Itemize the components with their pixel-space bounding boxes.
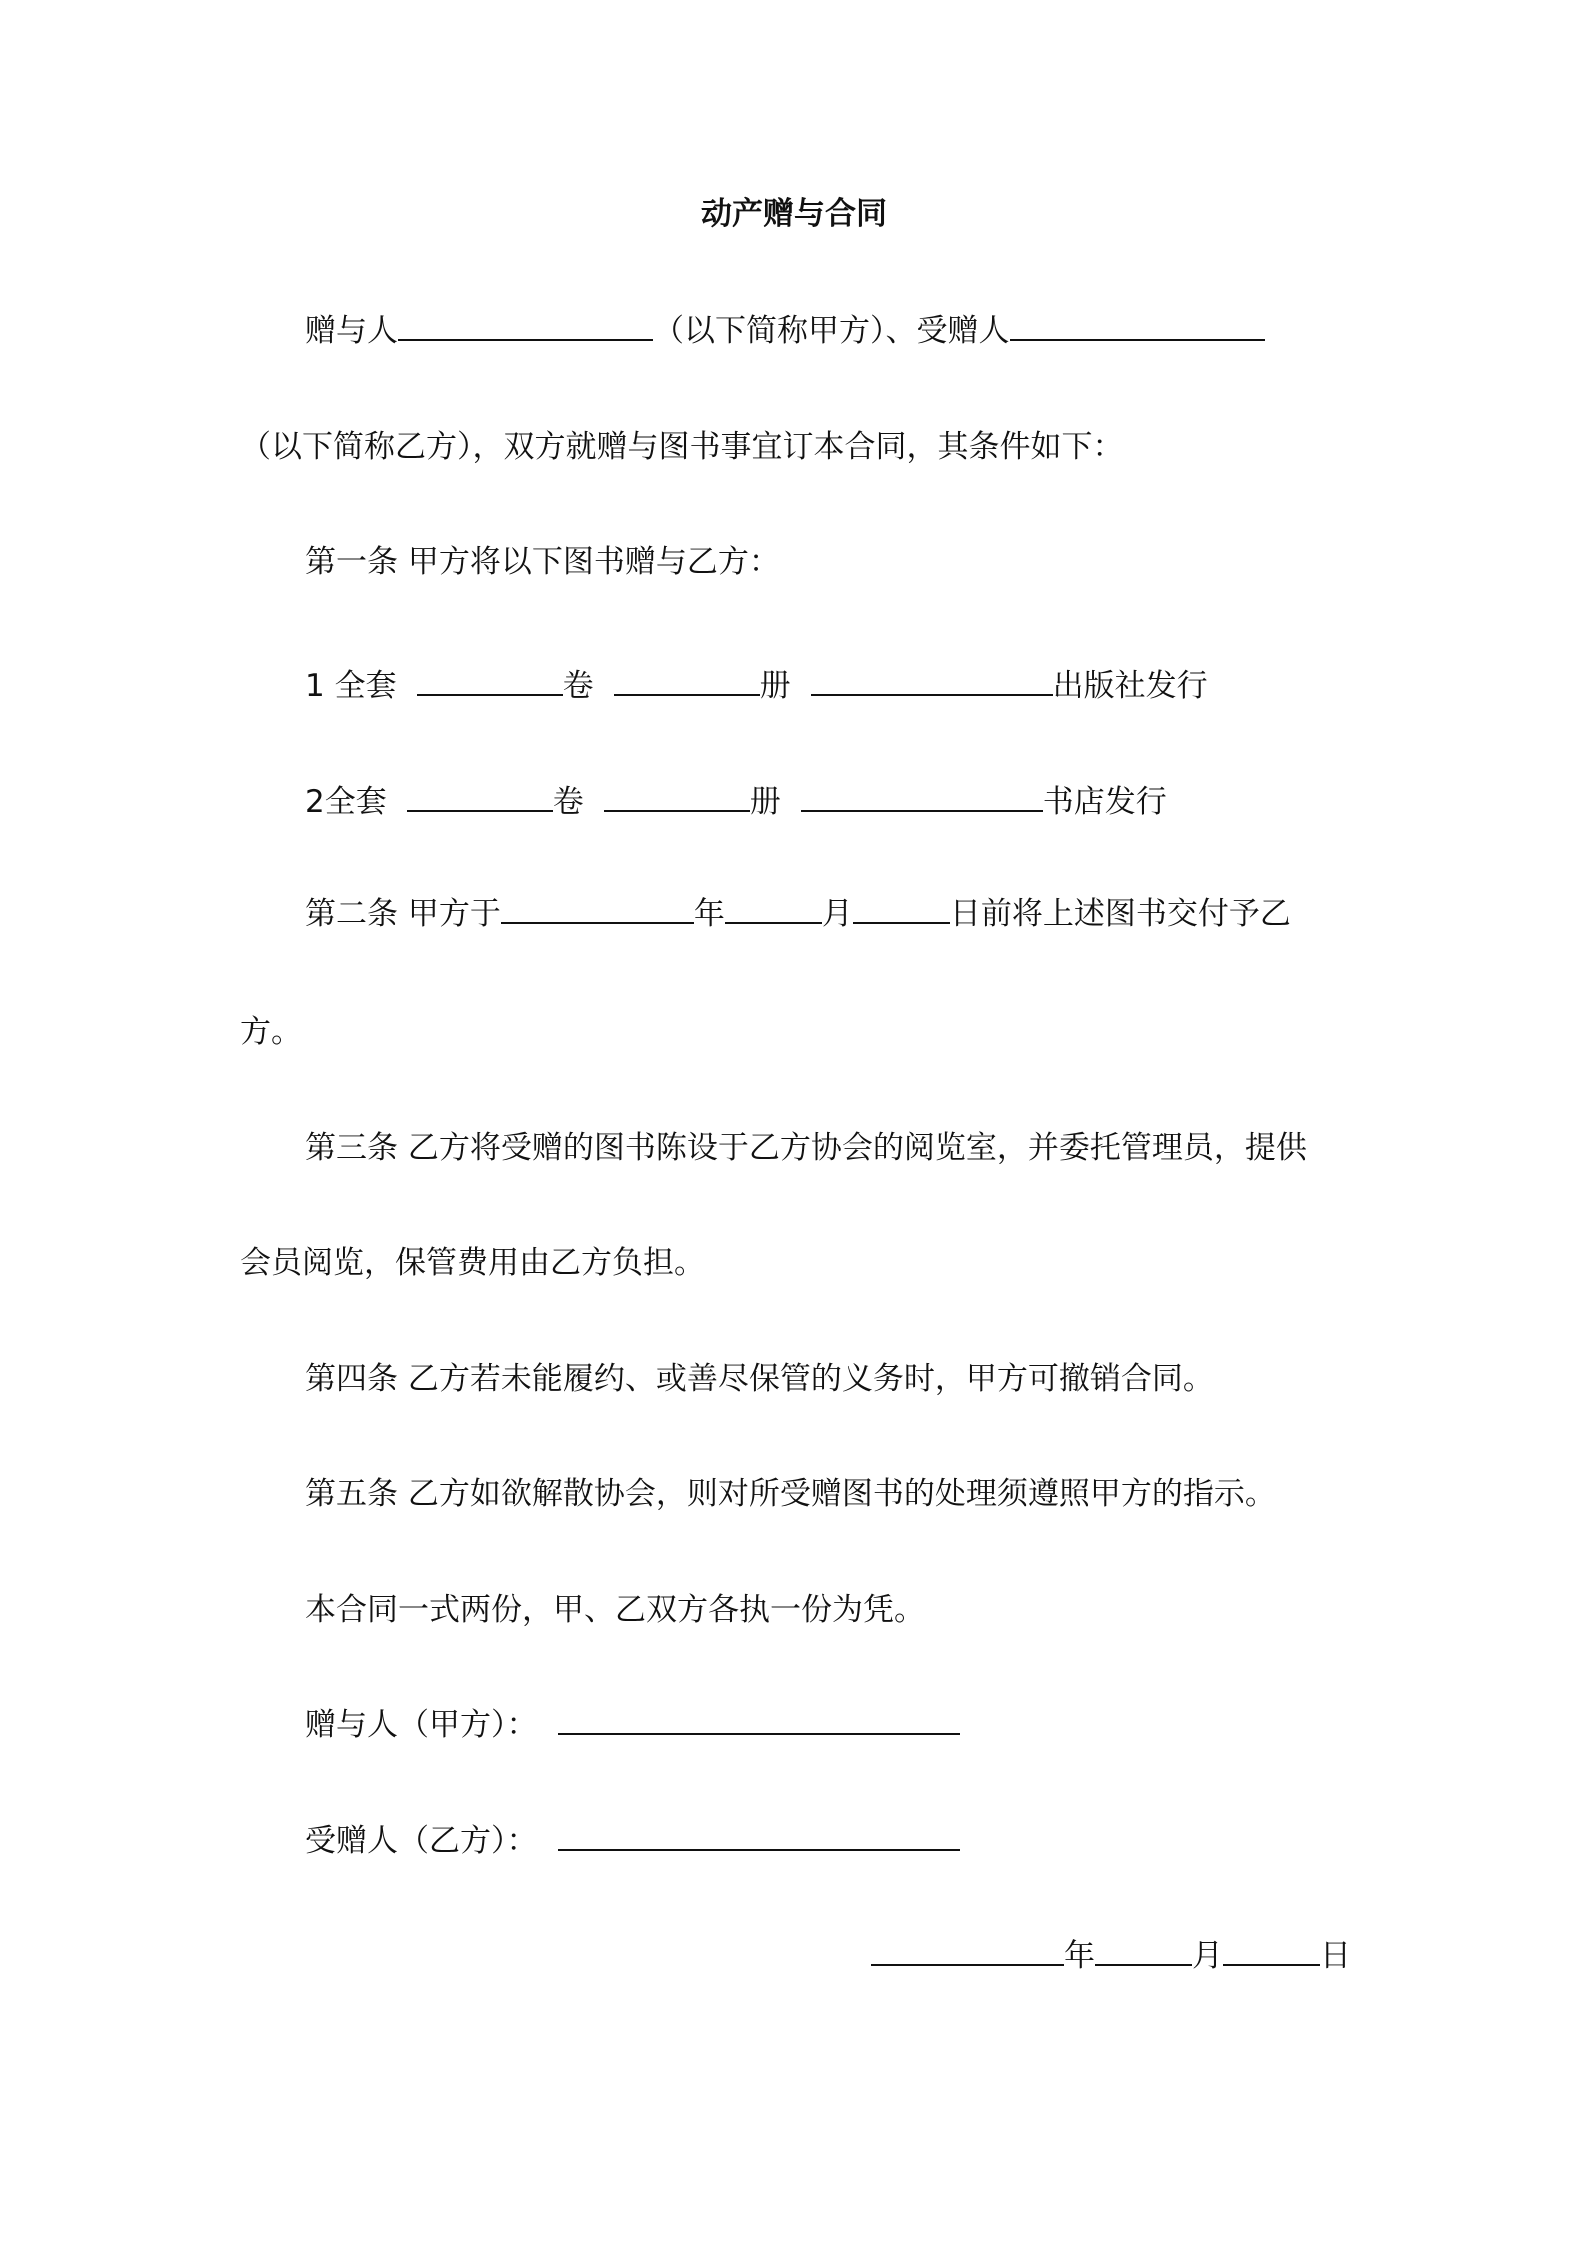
recipient-signature-line: [305, 1819, 960, 1863]
item-1-book-blank[interactable]: [614, 664, 760, 696]
item-2-volume-unit: 卷: [552, 784, 584, 820]
item-2-prefix: 2全套: [305, 784, 387, 820]
item-1-book-unit: 册: [759, 668, 791, 704]
article-2-year-label: 年: [693, 896, 725, 932]
item-1-issuer-suffix: 出版社发行: [1052, 668, 1208, 704]
item-2-issuer-suffix: 书店发行: [1042, 784, 1167, 820]
item-1-publisher-blank[interactable]: [811, 664, 1053, 696]
document-title: 动产赠与合同: [701, 196, 887, 232]
item-2-volume-blank[interactable]: [407, 780, 553, 812]
signing-date-line: [871, 1934, 1351, 1978]
date-year-label: 年: [1064, 1938, 1095, 1974]
abbr-party-a-text: （以下简称甲方）、受赠人: [653, 313, 1010, 349]
intro-line-1: [305, 309, 1265, 353]
date-month-label: 月: [1192, 1938, 1223, 1974]
donor-signature-line: [305, 1703, 960, 1747]
article-2-year-blank[interactable]: [501, 892, 694, 924]
recipient-name-blank[interactable]: [1010, 309, 1265, 341]
article-2-day-suffix: 日前将上述图书交付予乙: [949, 896, 1291, 932]
copies-clause: 本合同一式两份，甲、乙双方各执一份为凭。: [305, 1592, 925, 1628]
article-4: 第四条 乙方若未能履约、或善尽保管的义务时，甲方可撤销合同。: [305, 1361, 1214, 1397]
item-2-bookstore-blank[interactable]: [801, 780, 1043, 812]
article-3-line-1: 第三条 乙方将受赠的图书陈设于乙方协会的阅览室，并委托管理员，提供: [305, 1130, 1307, 1166]
article-2-month-label: 月: [821, 896, 853, 932]
article-2-line-1: [305, 892, 1291, 936]
recipient-signature-label: 受赠人（乙方）：: [305, 1823, 538, 1859]
date-day-label: 日: [1320, 1938, 1351, 1974]
article-2-day-blank[interactable]: [853, 892, 950, 924]
intro-line-2: （以下简称乙方），双方就赠与图书事宜订本合同，其条件如下：: [240, 429, 1124, 465]
article-3-line-2: 会员阅览，保管费用由乙方负担。: [240, 1245, 705, 1281]
article-2-line-2: 方。: [240, 1014, 302, 1050]
item-1-prefix: 1 全套: [305, 668, 397, 704]
item-2-book-unit: 册: [749, 784, 781, 820]
item-2-book-blank[interactable]: [604, 780, 750, 812]
date-year-blank[interactable]: [871, 1934, 1064, 1966]
item-1-volume-blank[interactable]: [417, 664, 563, 696]
donor-signature-blank[interactable]: [558, 1703, 960, 1735]
article-1-item-2: [305, 780, 1167, 824]
item-1-volume-unit: 卷: [562, 668, 594, 704]
recipient-signature-blank[interactable]: [558, 1819, 960, 1851]
article-2-prefix: 第二条 甲方于: [305, 896, 501, 932]
article-1-heading: 第一条 甲方将以下图书赠与乙方：: [305, 544, 780, 580]
donor-name-blank[interactable]: [398, 309, 653, 341]
article-5: 第五条 乙方如欲解散协会，则对所受赠图书的处理须遵照甲方的指示。: [305, 1476, 1276, 1512]
date-day-blank[interactable]: [1223, 1934, 1320, 1966]
article-1-item-1: [305, 664, 1208, 708]
date-month-blank[interactable]: [1095, 1934, 1192, 1966]
donor-label: 赠与人: [305, 313, 398, 349]
article-2-month-blank[interactable]: [725, 892, 822, 924]
donor-signature-label: 赠与人（甲方）：: [305, 1707, 538, 1743]
